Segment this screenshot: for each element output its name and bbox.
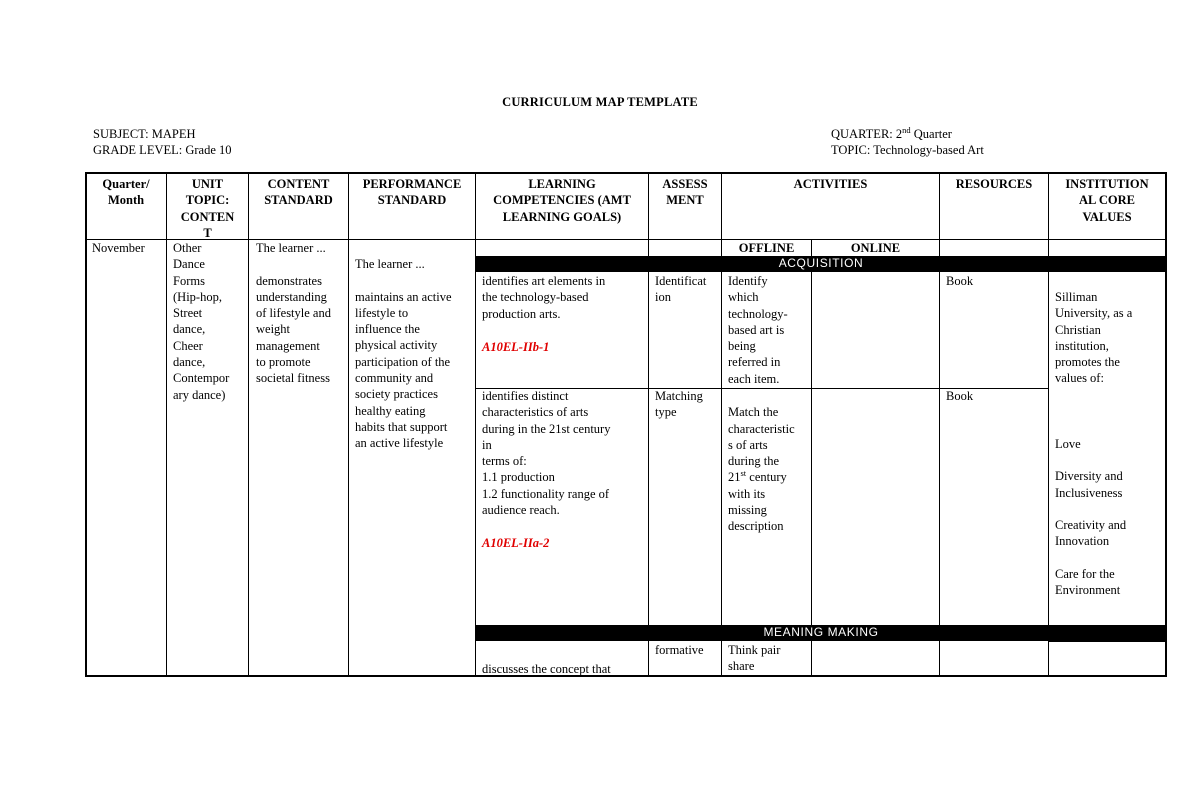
performance-standard-line: an active lifestyle (355, 436, 444, 451)
col-line (166, 172, 167, 677)
col-line (811, 641, 812, 677)
core-values-line (1055, 501, 1167, 517)
col-line (939, 272, 940, 625)
activity-line: technology- (728, 306, 788, 321)
subheader-offline: OFFLINE (738, 241, 795, 255)
content-standard-line: management (256, 338, 320, 353)
competency-1-offline-activity (728, 273, 811, 387)
competency-line: during in the 21st century (482, 421, 611, 436)
header-assessment: ASSESS MENT (662, 177, 708, 208)
competency-line: production arts. (482, 306, 561, 321)
performance-standard-line: influence the (355, 322, 420, 337)
activity-line: each item. (728, 371, 780, 386)
competency-2-resources: Book (946, 389, 974, 403)
content-standard-line (256, 256, 348, 272)
col-line (811, 272, 812, 625)
performance-standard-line: maintains an active (355, 289, 452, 304)
performance-standard-line: healthy eating (355, 403, 426, 418)
competency-2-offline-activity (728, 388, 811, 535)
content-standard-cell (256, 240, 348, 387)
performance-standard-line: society practices (355, 387, 438, 402)
unit-topic-line: (Hip-hop, (173, 289, 222, 304)
unit-topic-line: dance, (173, 355, 206, 370)
subject-label: SUBJECT: MAPEH (93, 127, 196, 141)
competency-3-text: discusses the concept that (482, 662, 611, 676)
month-cell: November (92, 241, 145, 255)
core-values-line: Christian (1055, 322, 1101, 337)
activity-line: Identify (728, 274, 768, 288)
activity-line: s of arts (728, 437, 768, 452)
core-values-line (1055, 403, 1167, 419)
header-resources: RESOURCES (955, 177, 1033, 191)
unit-topic-line: dance, (173, 322, 206, 337)
core-values-line: Care for the (1055, 567, 1115, 582)
unit-topic-line: ary dance) (173, 387, 226, 402)
content-standard-line: to promote (256, 355, 311, 370)
core-values-line: promotes the (1055, 355, 1120, 370)
activity-line: being (728, 339, 756, 354)
col-line (348, 172, 349, 677)
core-values-line: Inclusiveness (1055, 485, 1123, 500)
meta-left (93, 126, 232, 159)
competency-3-offline-activity (728, 642, 811, 675)
activity-line: referred in (728, 355, 781, 370)
core-values-line (1055, 452, 1167, 468)
competency-2-text (482, 388, 647, 518)
century-line: 21st century (728, 468, 787, 485)
unit-topic-line: Dance (173, 257, 205, 272)
activity-line: description (728, 519, 784, 534)
assessment-line: Identificat (655, 274, 707, 288)
unit-topic-line: Cheer (173, 338, 203, 353)
col-line (248, 172, 249, 677)
activity-line: based art is (728, 322, 785, 337)
competency-1-assessment (655, 273, 721, 306)
header-unit-topic: UNIT TOPIC: CONTEN T (180, 177, 235, 240)
core-values-line: Love (1055, 436, 1081, 451)
subheader-online: ONLINE (850, 241, 901, 255)
assessment-line: ion (655, 290, 671, 305)
core-values-line: University, as a (1055, 306, 1133, 321)
competency-line: the technology-based (482, 290, 589, 305)
performance-standard-line: lifestyle to (355, 305, 409, 320)
activity-line: with its (728, 486, 766, 501)
meta-right (831, 126, 984, 159)
content-standard-line: of lifestyle and (256, 306, 331, 321)
competency-line: 1.2 functionality range of (482, 486, 610, 501)
col-line (648, 272, 649, 625)
core-values-line: Creativity and (1055, 518, 1127, 533)
competency-line: identifies art elements in (482, 274, 606, 288)
core-values-line: Environment (1055, 583, 1121, 598)
competency-1-resources: Book (946, 274, 974, 288)
core-values-cell (1055, 289, 1167, 599)
activity-line: characteristic (728, 421, 795, 436)
content-standard-line: demonstrates (256, 273, 322, 288)
core-values-line: values of: (1055, 371, 1104, 386)
header-quarter-month: Quarter/ Month (102, 177, 150, 208)
content-standard-line: understanding (256, 289, 327, 304)
competency-line: audience reach. (482, 503, 560, 518)
col-line (939, 641, 940, 677)
competency-2-assessment (655, 388, 721, 421)
topic-label: TOPIC: Technology-based Art (831, 143, 984, 158)
activity-line: which (728, 290, 759, 305)
core-values-line (1055, 419, 1167, 435)
content-standard-line: weight (256, 322, 291, 337)
assessment-line: type (655, 405, 677, 420)
assessment-line: Matching (655, 389, 703, 403)
performance-standard-cell (355, 256, 475, 452)
activity-line: share (728, 659, 755, 674)
competency-line: identifies distinct (482, 389, 569, 403)
competency-line: characteristics of arts (482, 405, 589, 420)
performance-standard-line: community and (355, 371, 434, 386)
col-line (648, 641, 649, 677)
competency-line: in (482, 437, 492, 452)
activity-line: Match the (728, 405, 779, 420)
col-line (1048, 641, 1049, 677)
acquisition-band: ACQUISITION (475, 256, 1167, 272)
content-standard-line: societal fitness (256, 371, 330, 386)
core-values-line (1055, 387, 1167, 403)
core-values-line (1055, 550, 1167, 566)
core-values-line: Diversity and (1055, 469, 1123, 484)
performance-standard-line: participation of the (355, 354, 451, 369)
competency-1-text (482, 273, 647, 322)
activity-line: Think pair (728, 643, 781, 657)
meaning-making-band: MEANING MAKING (475, 625, 1167, 641)
performance-standard-line: habits that support (355, 419, 448, 434)
unit-topic-line: Other (173, 241, 202, 255)
header-activities: ACTIVITIES (793, 177, 868, 191)
header-core-values: INSTITUTION AL CORE VALUES (1065, 177, 1149, 224)
unit-topic-line: Contempor (173, 371, 230, 386)
unit-topic-cell (173, 240, 247, 403)
core-values-line: institution, (1055, 338, 1109, 353)
competency-line: 1.1 production (482, 470, 555, 485)
competency-line: terms of: (482, 454, 527, 469)
col-line (721, 272, 722, 625)
header-learning-competencies: LEARNING COMPETENCIES (AMT LEARNING GOALS) (493, 177, 631, 224)
row-line (1048, 641, 1167, 642)
competency-3-assessment: formative (655, 643, 704, 657)
activity-line: missing (728, 503, 767, 518)
col-line (721, 641, 722, 677)
activity-line: during the (728, 454, 780, 469)
competency-1-code: A10EL-IIb-1 (482, 340, 550, 354)
performance-standard-line: physical activity (355, 338, 438, 353)
competency-2-code: A10EL-IIa-2 (482, 536, 550, 550)
col-line (1048, 272, 1049, 625)
unit-topic-line: Forms (173, 273, 205, 288)
performance-standard-line (355, 272, 475, 288)
performance-standard-line: The learner ... (355, 257, 425, 271)
content-standard-line: The learner ... (256, 241, 326, 255)
core-values-line: Innovation (1055, 534, 1110, 549)
activity-line (728, 388, 811, 404)
header-performance-standard: PERFORMANCE STANDARD (362, 177, 462, 208)
quarter-label: QUARTER: 2nd Quarter (831, 125, 952, 141)
grade-level-label: GRADE LEVEL: Grade 10 (93, 143, 232, 158)
col-line (475, 172, 476, 677)
header-content-standard: CONTENT STANDARD (264, 177, 333, 208)
page-title: CURRICULUM MAP TEMPLATE (502, 95, 698, 109)
core-values-line: Silliman (1055, 290, 1098, 304)
unit-topic-line: Street (173, 306, 203, 321)
